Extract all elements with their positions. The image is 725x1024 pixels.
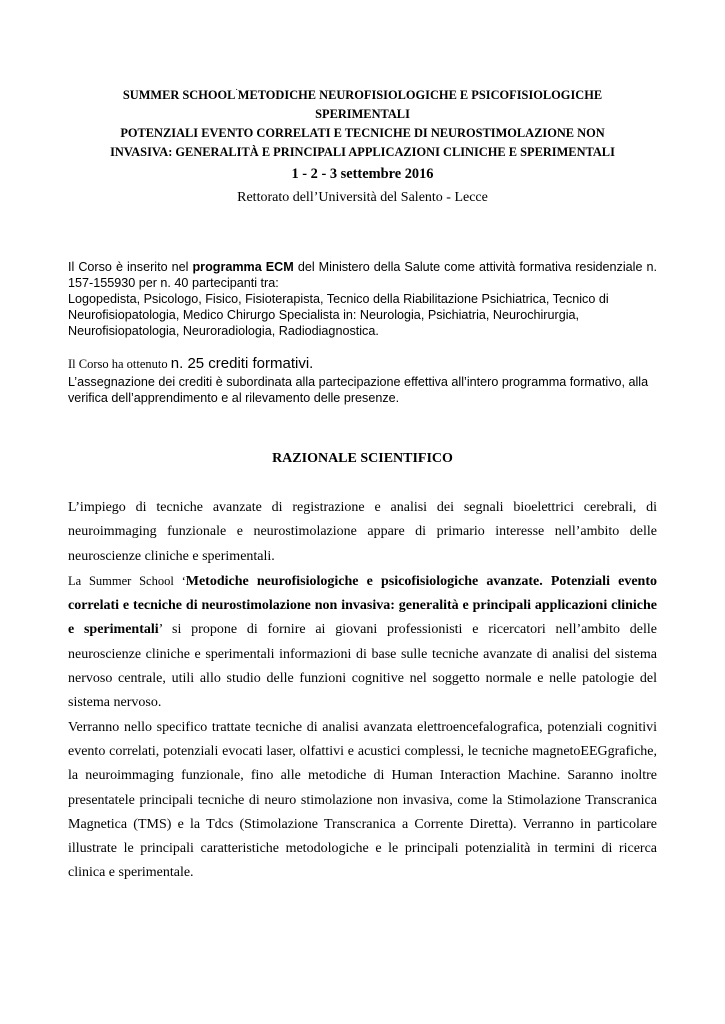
ecm-intro-pre: Il Corso è inserito nel (68, 260, 193, 274)
credits-pre: Il Corso ha ottenuto (68, 357, 171, 371)
paragraph-2-post: ’ si propone di fornire ai giovani professionisti e ricercatori nell’ambito delle neuroscienze cliniche e sperimentali informazioni di base sulle tecniche avanzate di analisi del sistema nervoso centrale, utili allo studio delle funzioni cognitive nel soggetto normale e nelle patologie del sistema nervoso. (68, 622, 658, 711)
ecm-intro-post: del Ministero della Salute come attività formativa residenziale n. 157-155930 per n. 40 partecipanti tra: (68, 260, 657, 290)
title-line-4: INVASIVA: GENERALITÀ E PRINCIPALI APPLICAZIONI CLINICHE E SPERIMENTALI (110, 145, 615, 160)
paragraph-2 (68, 569, 657, 716)
title-line-1: SUMMER SCHOOL˙METODICHE NEUROFISIOLOGICHE E PSICOFISIOLOGICHE (122, 88, 603, 103)
paragraph-3: Verranno nello specifico trattate tecniche di analisi avanzata elettroencefalografica, potenziali cognitivi evento correlati, potenziali evocati laser, olfattivi e acustici complessi, le tecniche magnetoEEGgrafiche, la neuroimmaging funzionale, fino alle metodiche di Human Interaction Machine. Saranno inoltre presentatele principali tecniche di neuro stimolazione non invasiva, come la Stimolazione Transcranica Magnetica (TMS) e la Tdcs (Stimolazione Transcranica a Corrente Diretta). Verranno in particolare illustrate le principali caratteristiche metodologiche e le principali potenzialità in termini di ricerca clinica e sperimentale. (68, 719, 657, 881)
ecm-roles: Logopedista, Psicologo, Fisico, Fisioterapista, Tecnico della Riabilitazione Psichiatrica, Tecnico di Neurofisiopatologia, Medico Chirurgo Specialista in: Neurologia, Psichiatria, Neurochirurgia, Neurofisiopatologia, Neuroradiologia, Radiodiagnostica. (68, 292, 609, 338)
ecm-block (68, 259, 657, 339)
title-block (70, 83, 655, 207)
course-venue: Rettorato dell’Università del Salento - Lecce (237, 190, 488, 206)
section-heading: RAZIONALE SCIENTIFICO (272, 451, 453, 466)
credits-note: L’assegnazione dei crediti è subordinata alla partecipazione effettiva all’intero programma formativo, alla verifica dell’apprendimento e al rilevamento delle presenze. (68, 375, 649, 405)
paragraph-2-pre: La Summer School ‘ (68, 573, 186, 588)
paragraph-2-course-title: Metodiche neurofisiologiche e psicofisiologiche avanzate. Potenziali evento correlati e tecniche di neurostimolazione non invasiva: generalità e principali applicazioni cliniche e sperimentali (68, 573, 657, 638)
title-line-1a: SUMMER SCHOOL (122, 88, 236, 103)
title-line-3: POTENZIALI EVENTO CORRELATI E TECNICHE DI NEUROSTIMOLAZIONE NON (120, 126, 605, 141)
ecm-intro (68, 259, 657, 291)
title-line-2: SPERIMENTALI (315, 107, 410, 122)
credits-block (68, 354, 657, 406)
course-dates: 1 - 2 - 3 settembre 2016 (291, 166, 434, 183)
credits-count: n. 25 crediti formativi. (170, 355, 314, 372)
body-text (68, 496, 657, 886)
credits-line (68, 354, 657, 374)
ecm-program-label: programma ECM (192, 260, 294, 274)
title-line-1b: METODICHE NEUROFISIOLOGICHE E PSICOFISIOLOGICHE (237, 88, 603, 103)
paragraph-1: L’impiego di tecniche avanzate di registrazione e analisi dei segnali bioelettrici cerebrali, di neuroimmaging funzionale e neurostimolazione appare di primario interesse nell’ambito delle neuroscienze cliniche e sperimentali. (68, 500, 657, 564)
